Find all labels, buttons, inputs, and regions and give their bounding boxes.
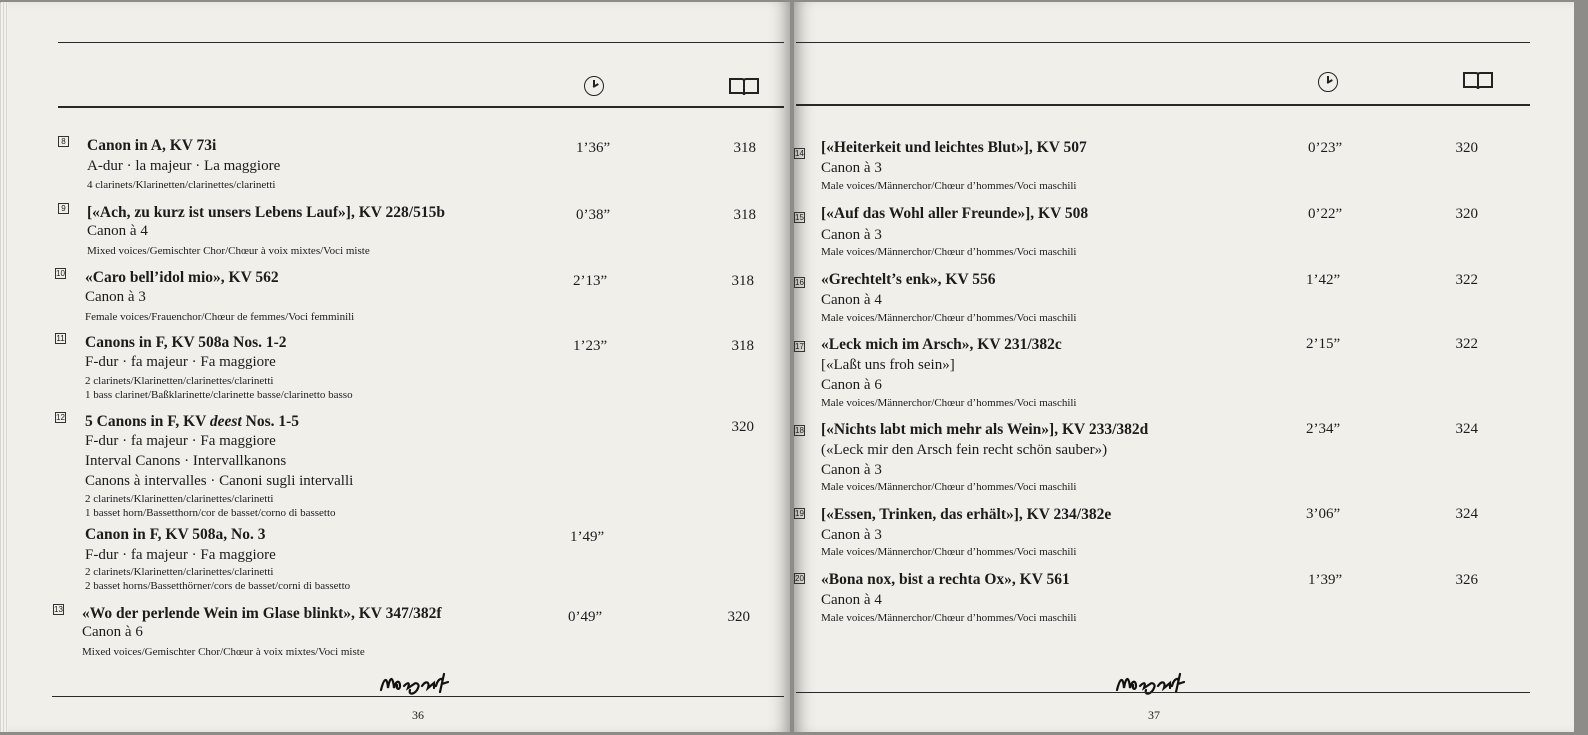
track-scoring: 1 bass clarinet/Baßklarinette/clarinette basse/clarinetto basso	[85, 389, 353, 401]
track-subtitle: Canon à 3	[85, 289, 146, 305]
book-icon	[1462, 70, 1494, 90]
page-number: 37	[1148, 708, 1160, 722]
track-title-part: Nos. 1-5	[241, 413, 300, 430]
book-icon	[728, 76, 760, 96]
track-title: [«Auf das Wohl aller Freunde»], KV 508	[821, 205, 1089, 222]
track-subtitle: A-dur · la majeur · La maggiore	[87, 158, 281, 174]
track-scoring: Male voices/Männerchor/Chœur d’hommes/Voci maschili	[821, 246, 1077, 258]
track-title: Canons in F, KV 508a Nos. 1-2	[85, 334, 287, 351]
track-scoring: 1 basset horn/Bassetthorn/cor de basset/corno di bassetto	[85, 507, 336, 519]
track-duration: 3’06”	[1306, 506, 1341, 522]
track-page: 320	[727, 609, 750, 625]
track-title: Canon in F, KV 508a, No. 3	[85, 526, 266, 543]
track-duration: 1’36”	[576, 140, 611, 156]
track-title: «Bona nox, bist a rechta Ox», KV 561	[821, 571, 1070, 588]
track-page: 326	[1455, 572, 1478, 588]
mozart-signature	[1114, 670, 1200, 703]
track-scoring: Mixed voices/Gemischter Chor/Chœur à voix mixtes/Voci miste	[87, 245, 370, 257]
track-subtitle: F-dur · fa majeur · Fa maggiore	[85, 354, 276, 370]
track-scoring: Male voices/Männerchor/Chœur d’hommes/Voci maschili	[821, 397, 1077, 409]
top-rule	[796, 42, 1530, 43]
track-duration: 2’15”	[1306, 336, 1341, 352]
track-number: 12	[56, 413, 65, 422]
track-duration: 1’23”	[573, 338, 608, 354]
track-title: «Grechtelt’s enk», KV 556	[821, 271, 996, 288]
left-page	[0, 2, 790, 732]
track-number: 15	[795, 213, 804, 222]
track-title: «Wo der perlende Wein im Glase blinkt», KV 347/382f	[82, 605, 442, 622]
right-page	[794, 2, 1574, 732]
track-number: 8	[58, 136, 69, 147]
header-rule	[58, 106, 784, 108]
track-scoring: 2 clarinets/Klarinetten/clarinettes/clarinetti	[85, 375, 274, 387]
track-scoring: Male voices/Männerchor/Chœur d’hommes/Voci maschili	[821, 481, 1077, 493]
track-subtitle: Canon à 6	[82, 624, 143, 640]
track-duration: 0’49”	[568, 609, 603, 625]
track-number: 19	[795, 509, 804, 518]
track-scoring: 2 clarinets/Klarinetten/clarinettes/clarinetti	[85, 566, 274, 578]
track-page: 318	[731, 338, 754, 354]
track-subtitle: («Leck mir den Arsch fein recht schön sauber»)	[821, 442, 1108, 458]
track-number: 9	[58, 203, 69, 214]
track-title: Canon in A, KV 73i	[87, 137, 217, 154]
track-subtitle: Canon à 3	[821, 227, 882, 243]
track-title: [«Heiterkeit und leichtes Blut»], KV 507	[821, 139, 1087, 156]
track-title: «Leck mich im Arsch», KV 231/382c	[821, 336, 1062, 353]
track-page: 318	[731, 273, 754, 289]
track-page: 320	[731, 419, 754, 435]
track-number: 16	[795, 278, 804, 287]
track-page: 324	[1455, 421, 1478, 437]
bottom-rule	[796, 692, 1530, 693]
track-title: [«Ach, zu kurz ist unsers Lebens Lauf»], KV 228/515b	[87, 204, 445, 221]
header-rule	[796, 104, 1530, 106]
page-number: 36	[412, 708, 424, 722]
track-number: 14	[795, 149, 804, 158]
track-page: 322	[1455, 336, 1478, 352]
track-subtitle: Canon à 3	[821, 462, 882, 478]
track-number: 17	[795, 342, 804, 351]
track-duration: 1’42”	[1306, 272, 1341, 288]
track-duration: 2’34”	[1306, 421, 1341, 437]
track-scoring: Male voices/Männerchor/Chœur d’hommes/Voci maschili	[821, 546, 1077, 558]
top-rule	[58, 42, 784, 43]
track-duration: 0’23”	[1308, 140, 1343, 156]
track-scoring: Male voices/Männerchor/Chœur d’hommes/Voci maschili	[821, 312, 1077, 324]
track-number: 10	[56, 269, 65, 278]
track-number: 11	[56, 334, 65, 343]
page-edge	[0, 2, 8, 732]
track-duration: 2’13”	[573, 273, 608, 289]
track-subtitle: Canons à intervalles · Canoni sugli intervalli	[85, 473, 354, 489]
track-subtitle: Interval Canons · Intervallkanons	[85, 453, 287, 469]
track-page: 324	[1455, 506, 1478, 522]
clock-icon	[1318, 72, 1338, 92]
track-scoring: 2 basset horns/Bassetthörner/cors de basset/corni di bassetto	[85, 580, 351, 592]
track-number: 20	[795, 574, 804, 583]
track-scoring: 2 clarinets/Klarinetten/clarinettes/clarinetti	[85, 493, 274, 505]
track-scoring: Male voices/Männerchor/Chœur d’hommes/Voci maschili	[821, 612, 1077, 624]
track-subtitle: Canon à 3	[821, 160, 882, 176]
track-page: 318	[733, 140, 756, 156]
track-subtitle: Canon à 4	[87, 223, 148, 239]
track-subtitle: Canon à 6	[821, 377, 882, 393]
track-title: [«Nichts labt mich mehr als Wein»], KV 233/382d	[821, 421, 1149, 438]
track-subtitle: [«Laßt uns froh sein»]	[821, 357, 955, 373]
clock-icon	[584, 76, 604, 96]
track-title-part: 5 Canons in F, KV	[85, 413, 210, 430]
track-scoring: Male voices/Männerchor/Chœur d’hommes/Voci maschili	[821, 180, 1077, 192]
track-duration: 0’22”	[1308, 206, 1343, 222]
track-duration: 0’38”	[576, 207, 611, 223]
track-subtitle: Canon à 3	[821, 527, 882, 543]
track-number: 18	[795, 426, 804, 435]
track-title	[85, 413, 299, 431]
track-title: «Caro bell’idol mio», KV 562	[85, 269, 279, 286]
track-title-italic: deest	[209, 413, 242, 430]
track-subtitle: F-dur · fa majeur · Fa maggiore	[85, 547, 276, 563]
track-page: 320	[1455, 206, 1478, 222]
track-subtitle: F-dur · fa majeur · Fa maggiore	[85, 433, 276, 449]
track-subtitle: Canon à 4	[821, 292, 882, 308]
bottom-rule	[52, 696, 784, 697]
track-duration: 1’39”	[1308, 572, 1343, 588]
track-scoring: Female voices/Frauenchor/Chœur de femmes/Voci femminili	[85, 311, 355, 323]
track-scoring: Mixed voices/Gemischter Chor/Chœur à voix mixtes/Voci miste	[82, 646, 365, 658]
track-duration: 1’49”	[570, 529, 605, 545]
track-number: 13	[54, 605, 63, 614]
track-title: [«Essen, Trinken, das erhält»], KV 234/382e	[821, 506, 1112, 523]
track-page: 322	[1455, 272, 1478, 288]
track-page: 318	[733, 207, 756, 223]
mozart-signature	[378, 670, 464, 703]
track-page: 320	[1455, 140, 1478, 156]
track-scoring: 4 clarinets/Klarinetten/clarinettes/clarinetti	[87, 179, 276, 191]
track-subtitle: Canon à 4	[821, 592, 882, 608]
